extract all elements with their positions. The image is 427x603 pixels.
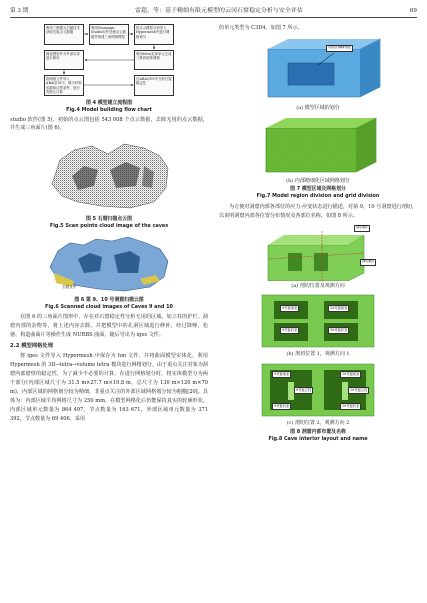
figure-8b-section-1 <box>248 291 388 349</box>
figure-8c-subcaption: (c) 剖切位置 2，观测方向 2 <box>286 420 350 427</box>
figure-8-caption-en: Fig.8 Cave interior layout and name <box>268 435 368 442</box>
cave10-rear-tag-c: 10号窟后室 <box>340 403 361 410</box>
figure-7-caption <box>219 186 417 200</box>
figure-4-caption <box>10 100 208 114</box>
page-number: 69 <box>409 8 417 15</box>
running-title: 雷超，等：基于精细有限元模型的云冈石窟稳定分析与安全评估 <box>135 8 304 15</box>
figure-4-flowchart <box>44 24 174 96</box>
figure-7-caption-en: Fig.7 Model region division and grid division <box>256 193 380 200</box>
figure-4-caption-cn: 图 4 模型建立流程图 <box>86 100 132 106</box>
figure-8c-section-2 <box>248 360 388 418</box>
cave10-front-tag-c: 10号窟前室 <box>340 371 361 378</box>
left-column <box>10 24 208 423</box>
paragraph-3: 将 iges 文件导入 Hypermesh 中保存为 hm 文件，并将曲面模型实体化，利用 Hypermesh 的 3D→tetra→volume tetra 模块进行网格划分。由于重点关注对象为洞窟内部窟壁的稳定性，为了减少不必要的计算，在进行网格划分时，将实体模型分为两个部分(内部区域尺寸为 31.5 m×27.7 m×19.8 m，总尺寸为 130 m×120 m×70 m)，内部区域的网格划分较为精细，非重点关注的外部区域网格划分较为粗糙[20]。具体为：内部区域平均网格尺寸为 250 mm，在模型网格化后仍能保持真实的轮廓形状。内部区域单元数量为 864 497，节点数量为 163 671，外部区域单元数量为 371 392，节点数量为 69 406，采用 <box>10 353 208 422</box>
figure-7b-subcaption: (b) 内部精细化区域网格划分 <box>286 177 350 184</box>
right-column <box>219 24 417 444</box>
figure-5-caption <box>10 216 208 230</box>
figure-7-caption-cn: 图 7 模型区域及网格划分 <box>290 186 346 193</box>
section-2-2-heading: 2.2 模型网格处理 <box>10 343 54 350</box>
flow-step-1: 利用三维激光扫描技术获取石窟点云数据 <box>44 24 84 45</box>
inner-mesh-image <box>248 114 388 176</box>
figure-8-caption <box>219 429 417 443</box>
figure-7b-inner-mesh <box>248 114 388 176</box>
cave9-front-tag-c: 9号窟前室 <box>272 371 291 378</box>
figure-5-caption-cn: 图 5 石窟扫描点云图 <box>86 216 132 223</box>
figure-6-caption-en: Fig.6 Scanned cloud images of Caves 9 and 10 <box>45 303 173 310</box>
flow-step-3: 将点云模型分块导入Hypermesh中进行网格划分 <box>134 24 174 45</box>
figure-8-caption-cn: 图 8 洞窟内部布置及名称 <box>290 428 346 435</box>
figure-8a-cut-positions <box>248 223 388 281</box>
paragraph-2: 在图 6 的三角面片图形中，存在对石窟稳定性分析无用的区域，如立柱的护栏、洞窟内部的杂物等，将上述内容去除，并把模型中的孔洞区域进行修补，经过降噪、松弛、构造曲面片等操作生成 NURBS 曲面，随后导出为 iges 文件。 <box>10 314 208 339</box>
cave10-front-tag-b: 10号窟前室 <box>328 305 349 312</box>
flow-step-4: 简化模型并对外部实体进行修补 <box>44 50 84 70</box>
flow-step-5: 利用tetra实体单元生成三维四面体网格 <box>134 50 174 70</box>
figure-8b-subcaption: (b) 剖切位置 1，观测方向 1 <box>286 351 350 358</box>
point-cloud-image <box>44 136 174 214</box>
issue-number: 第 3 期 <box>10 8 29 15</box>
cave9-rear-tag-b: 9号窟后室 <box>280 327 299 334</box>
flow-step-6: 将网格文件导入ABAQUS中，赋予材料参数和边界条件，进行有限元计算 <box>44 75 84 96</box>
cave9-front-tag-b: 9号窟前室 <box>280 305 299 312</box>
page-header <box>10 6 417 18</box>
figure-6-label: 石窟文件 <box>62 284 77 289</box>
figure-7a-subcaption: (a) 模型区域的划分 <box>296 104 340 111</box>
figure-5-caption-en: Fig.5 Scan points cloud image of the caves <box>49 223 169 230</box>
figure-4-caption-en: Fig.4 Model building flow chart <box>66 106 152 113</box>
paragraph-5: 为方便对洞窟内部各部位的应力-应变状态进行描述，对第 9、10 号洞窟进行剖切，以说明洞窟内部各位置分布情况及各部位名称，如图 8 所示。 <box>219 203 417 219</box>
figure-6-caption <box>10 297 208 311</box>
cave10-rear-tag-b: 10号窟后室 <box>328 327 349 334</box>
cut-plane-2-tag: 剖切面2 <box>360 259 376 266</box>
cave10-pillar-tag: 10号窟立柱 <box>348 387 369 394</box>
section-1-image <box>248 291 388 349</box>
figure-8a-subcaption: (a) 剖切位置及观测方向 <box>291 282 345 289</box>
flow-arrows <box>44 24 174 96</box>
paragraph-4: 的单元类型为 C3D4，如图 7 所示。 <box>219 25 303 31</box>
model-regions-image <box>248 35 388 103</box>
cut-plane-1-tag: 剖切面1 <box>354 225 370 232</box>
paragraph-1: studio 软件(图 5)。初始的点云图包括 543 008 个点云数据，去除无用的点云数据，并生成三角面片(图 6)。 <box>10 116 208 132</box>
figure-6-caption-cn: 图 6 第 9、10 号洞窟扫描云图 <box>74 296 144 303</box>
flow-step-2: 利用Geomagic Studio软件处理点云数据并构建三角网格模型 <box>89 24 129 45</box>
figure-7a-model-regions <box>248 35 388 103</box>
flow-step-7: 在ABAQUS中分析石窟稳定性 <box>134 75 174 96</box>
inner-region-tag: 内部区域精细化 <box>326 45 353 52</box>
figure-5-point-cloud <box>44 136 174 214</box>
cave9-pillar-tag: 9号窟立柱 <box>294 387 313 394</box>
figure-6-scanned-mesh <box>44 233 174 295</box>
cave9-rear-tag-c: 9号窟后室 <box>272 403 291 410</box>
